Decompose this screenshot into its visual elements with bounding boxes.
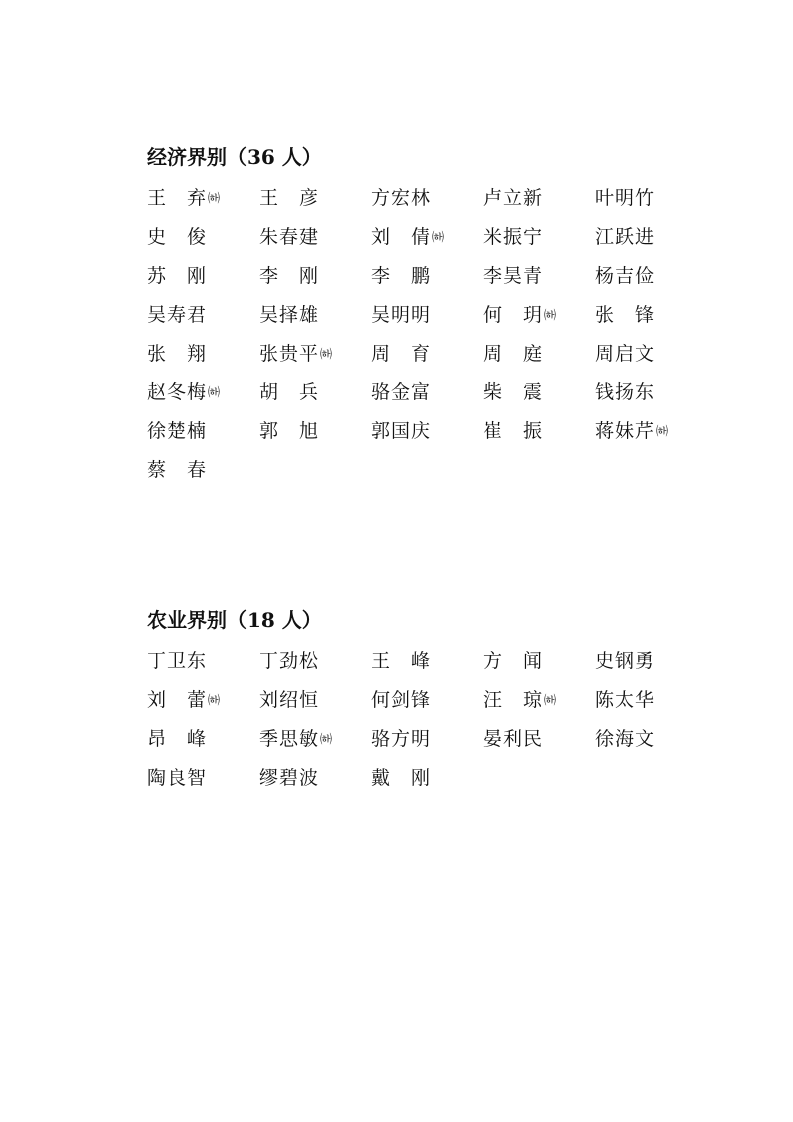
member-name: 王 弃 <box>147 187 208 210</box>
member-entry <box>595 642 707 681</box>
female-marker: ㈛ <box>544 693 557 708</box>
member-entry <box>483 257 595 296</box>
member-name: 戴 刚 <box>371 766 432 789</box>
section-title: 农业界别（18 人） <box>147 608 322 632</box>
member-name: 李 鹏 <box>371 264 432 287</box>
member-entry <box>259 720 371 759</box>
member-name: 季思敏 <box>259 727 320 750</box>
member-entry <box>147 758 259 797</box>
member-name: 骆金富 <box>371 381 432 404</box>
section-agriculture <box>147 606 707 797</box>
member-entry <box>595 334 707 373</box>
member-name: 柴 震 <box>483 381 544 404</box>
member-name: 刘 蕾 <box>147 689 208 712</box>
member-entry <box>371 642 483 681</box>
member-entry <box>259 681 371 720</box>
member-entry <box>259 758 371 797</box>
female-marker: ㈛ <box>320 346 333 361</box>
member-name: 卢立新 <box>483 187 544 210</box>
member-name: 朱春建 <box>259 226 320 249</box>
member-entry <box>483 179 595 218</box>
member-entry <box>483 720 595 759</box>
member-name: 吴明明 <box>371 303 432 326</box>
member-name: 何剑锋 <box>371 689 432 712</box>
member-name: 周启文 <box>595 342 656 365</box>
member-name: 徐海文 <box>595 727 656 750</box>
member-entry <box>147 720 259 759</box>
member-name: 丁劲松 <box>259 650 320 673</box>
member-name: 郭 旭 <box>259 420 320 443</box>
member-entry <box>259 257 371 296</box>
member-entry <box>371 218 483 257</box>
member-name: 晏利民 <box>483 727 544 750</box>
member-entry <box>259 295 371 334</box>
member-entry <box>147 179 259 218</box>
member-entry <box>147 681 259 720</box>
member-name: 缪碧波 <box>259 766 320 789</box>
member-entry <box>147 334 259 373</box>
member-name: 江跃进 <box>595 226 656 249</box>
female-marker: ㈛ <box>208 191 221 206</box>
member-name: 周 育 <box>371 342 432 365</box>
member-name: 叶明竹 <box>595 187 656 210</box>
member-entry <box>371 179 483 218</box>
member-name: 方 闻 <box>483 650 544 673</box>
member-name: 何 玥 <box>483 303 544 326</box>
member-entry <box>147 451 259 490</box>
member-entry <box>595 720 707 759</box>
member-name: 李昊青 <box>483 264 544 287</box>
member-entry <box>483 295 595 334</box>
female-marker: ㈛ <box>208 693 221 708</box>
member-name: 方宏林 <box>371 187 432 210</box>
member-name: 周 庭 <box>483 342 544 365</box>
female-marker: ㈛ <box>656 424 669 439</box>
member-entry <box>371 257 483 296</box>
member-entry <box>595 179 707 218</box>
member-name: 史钢勇 <box>595 650 656 673</box>
member-name: 陶良智 <box>147 766 208 789</box>
member-entry <box>147 373 259 412</box>
member-entry <box>147 295 259 334</box>
member-name: 王 峰 <box>371 650 432 673</box>
member-name: 米振宁 <box>483 226 544 249</box>
member-entry <box>147 257 259 296</box>
member-name: 吴择雄 <box>259 303 320 326</box>
member-entry <box>483 681 595 720</box>
member-entry <box>259 412 371 451</box>
member-name: 刘 倩 <box>371 226 432 249</box>
member-grid <box>147 179 707 489</box>
member-name: 张贵平 <box>259 342 320 365</box>
section-title: 经济界别（36 人） <box>147 145 322 169</box>
member-name: 徐楚楠 <box>147 420 208 443</box>
member-entry <box>259 642 371 681</box>
member-name: 吴寿君 <box>147 303 208 326</box>
female-marker: ㈛ <box>320 731 333 746</box>
member-name: 张 翔 <box>147 342 208 365</box>
female-marker: ㈛ <box>208 385 221 400</box>
female-marker: ㈛ <box>432 230 445 245</box>
member-entry <box>483 334 595 373</box>
member-name: 郭国庆 <box>371 420 432 443</box>
member-name: 汪 琼 <box>483 689 544 712</box>
member-name: 崔 振 <box>483 420 544 443</box>
member-entry <box>595 412 707 451</box>
member-entry <box>483 218 595 257</box>
member-entry <box>483 642 595 681</box>
female-marker: ㈛ <box>544 307 557 322</box>
member-name: 刘绍恒 <box>259 689 320 712</box>
member-entry <box>595 373 707 412</box>
member-name: 蒋妹芹 <box>595 420 656 443</box>
member-entry <box>371 412 483 451</box>
member-entry <box>147 412 259 451</box>
member-name: 杨吉俭 <box>595 264 656 287</box>
member-entry <box>371 334 483 373</box>
member-name: 李 刚 <box>259 264 320 287</box>
member-name: 陈太华 <box>595 689 656 712</box>
member-name: 史 俊 <box>147 226 208 249</box>
member-entry <box>371 758 483 797</box>
member-entry <box>371 373 483 412</box>
member-name: 蔡 春 <box>147 458 208 481</box>
member-name: 苏 刚 <box>147 264 208 287</box>
member-entry <box>259 179 371 218</box>
member-entry <box>483 373 595 412</box>
member-name: 丁卫东 <box>147 650 208 673</box>
member-entry <box>371 681 483 720</box>
member-entry <box>259 334 371 373</box>
member-name: 骆方明 <box>371 727 432 750</box>
member-entry <box>595 257 707 296</box>
member-name: 张 锋 <box>595 303 656 326</box>
member-name: 钱扬东 <box>595 381 656 404</box>
member-entry <box>259 373 371 412</box>
member-name: 胡 兵 <box>259 381 320 404</box>
member-grid <box>147 642 707 797</box>
member-entry <box>259 218 371 257</box>
member-entry <box>147 642 259 681</box>
member-name: 王 彦 <box>259 187 320 210</box>
member-entry <box>371 720 483 759</box>
member-entry <box>483 412 595 451</box>
member-entry <box>595 218 707 257</box>
member-entry <box>595 295 707 334</box>
member-name: 赵冬梅 <box>147 381 208 404</box>
section-economy <box>147 143 707 489</box>
member-entry <box>371 295 483 334</box>
member-entry <box>595 681 707 720</box>
member-name: 昂 峰 <box>147 727 208 750</box>
member-entry <box>147 218 259 257</box>
